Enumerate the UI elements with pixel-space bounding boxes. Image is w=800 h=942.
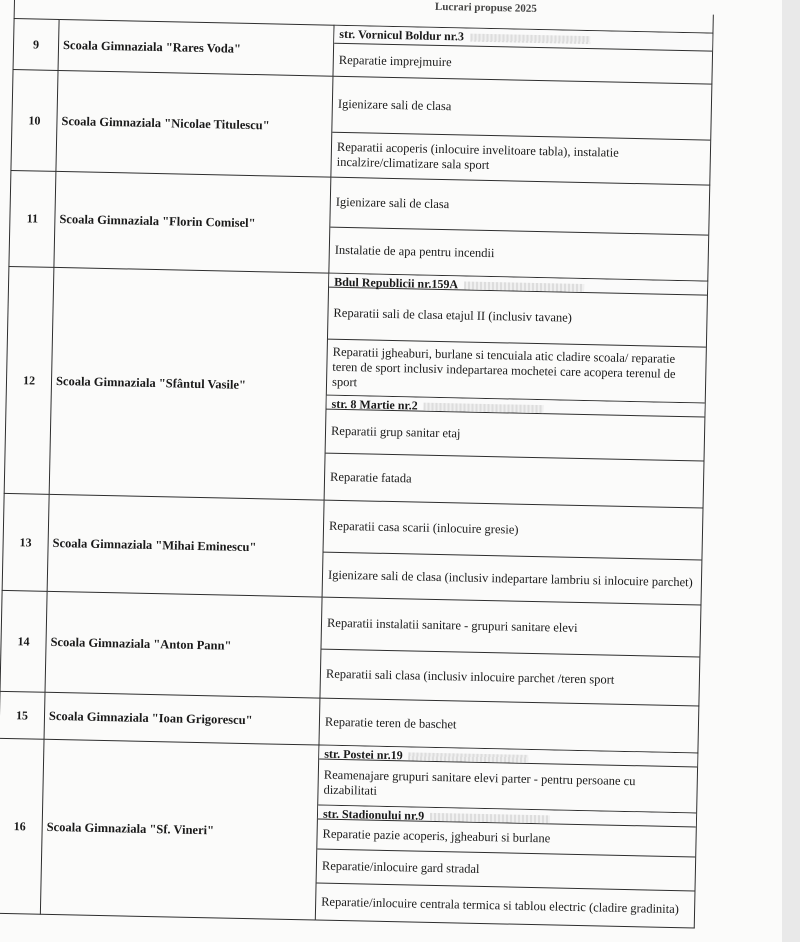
address-text: str. Postei nr.19 <box>324 746 403 763</box>
column-header-partial: Lucrari propuse 2025 <box>434 0 537 15</box>
school-name: Scoala Gimnaziala "Sf. Vineri" <box>40 739 319 920</box>
address-text: str. 8 Martie nr.2 <box>331 396 418 413</box>
school-name: Scoala Gimnaziala "Nicolae Titulescu" <box>56 70 333 177</box>
redacted-mark <box>464 282 584 293</box>
work-item: Reparatii grup sanitar etaj <box>326 410 705 462</box>
row-number: 13 <box>2 493 49 591</box>
address-text: Bdul Republicii nr.159A <box>334 274 459 292</box>
work-item: Reparatii acoperis (inlocuire invelitoare tabla), instalatie incalzire/climatizare sala sport <box>336 139 619 172</box>
school-name: Scoala Gimnaziala "Anton Pann" <box>45 591 322 698</box>
work-item: Reparatie/inlocuire gard stradal <box>317 850 696 892</box>
address-text: str. Stadionului nr.9 <box>322 806 425 823</box>
work-item: Instalatie de apa pentru incendii <box>334 242 495 261</box>
table-row <box>11 69 712 185</box>
scan-edge <box>782 0 800 942</box>
works-cell <box>315 745 698 928</box>
work-item: Reparatie/inlocuire centrala termica si tablou electric (cladire gradinita) <box>321 894 680 916</box>
redacted-mark <box>409 753 529 764</box>
row-number: 9 <box>13 19 59 71</box>
works-cell <box>320 597 701 706</box>
school-name: Scoala Gimnaziala "Sfântul Vasile" <box>49 267 329 500</box>
works-table <box>0 18 713 928</box>
works-cell <box>331 76 712 185</box>
address-text: str. Vornicul Boldur nr.3 <box>339 26 465 44</box>
redacted-mark <box>430 813 550 824</box>
redacted-mark <box>470 34 590 45</box>
row-number: 14 <box>0 590 47 692</box>
work-item: Reparatii jgheaburi, burlane si tencuiala atic cladire scoala/ reparatie teren de sport inclusiv indepartarea mochetei care acopera terenul de sport <box>327 340 706 404</box>
table-row <box>2 493 703 605</box>
table-row <box>0 738 698 928</box>
work-item: Reparatii instalatii sanitare - grupuri sanitare elevi <box>321 598 700 658</box>
work-item: Reamenajare grupuri sanitare elevi parter - pentru persoane cu dizabilitati <box>318 760 697 814</box>
work-item: Reparatie imprejmuire <box>338 52 452 69</box>
work-item: Igienizare sali de clasa (inclusiv indepartare lambriu si inlocuire parchet) <box>327 567 693 589</box>
work-item: Reparatii sali de clasa etajul II (inclusiv tavane) <box>328 288 707 348</box>
row-number: 12 <box>4 266 54 494</box>
work-item: Igienizare sali de clasa <box>330 178 709 236</box>
school-name: Scoala Gimnaziala "Ioan Grigorescu" <box>44 692 320 745</box>
work-item: Reparatie fatada <box>329 469 412 485</box>
work-item: Igienizare sali de clasa <box>332 77 711 141</box>
row-number: 16 <box>0 738 44 914</box>
work-item: Reparatie teren de baschet <box>324 714 457 731</box>
works-cell <box>333 25 713 84</box>
row-number: 15 <box>0 691 45 739</box>
school-name: Scoala Gimnaziala "Rares Voda" <box>58 19 334 76</box>
work-item: Reparatii casa scarii (inlocuire gresie) <box>323 501 702 561</box>
row-number: 11 <box>9 170 56 267</box>
works-cell <box>329 177 710 281</box>
school-name: Scoala Gimnaziala "Mihai Eminescu" <box>47 494 324 597</box>
works-cell <box>319 698 699 753</box>
school-name: Scoala Gimnaziala "Florin Comisel" <box>54 171 331 273</box>
works-cell <box>324 273 708 508</box>
work-item: Reparatie pazie acoperis, jgheaburi si burlane <box>317 820 696 858</box>
table-row <box>4 266 708 508</box>
works-cell <box>322 500 703 605</box>
row-number: 10 <box>11 69 58 171</box>
table-row <box>9 170 710 281</box>
redacted-mark <box>424 403 544 414</box>
table-row <box>0 590 701 706</box>
work-item: Reparatii sali clasa (inclusiv inlocuire parchet /teren sport <box>325 666 615 687</box>
